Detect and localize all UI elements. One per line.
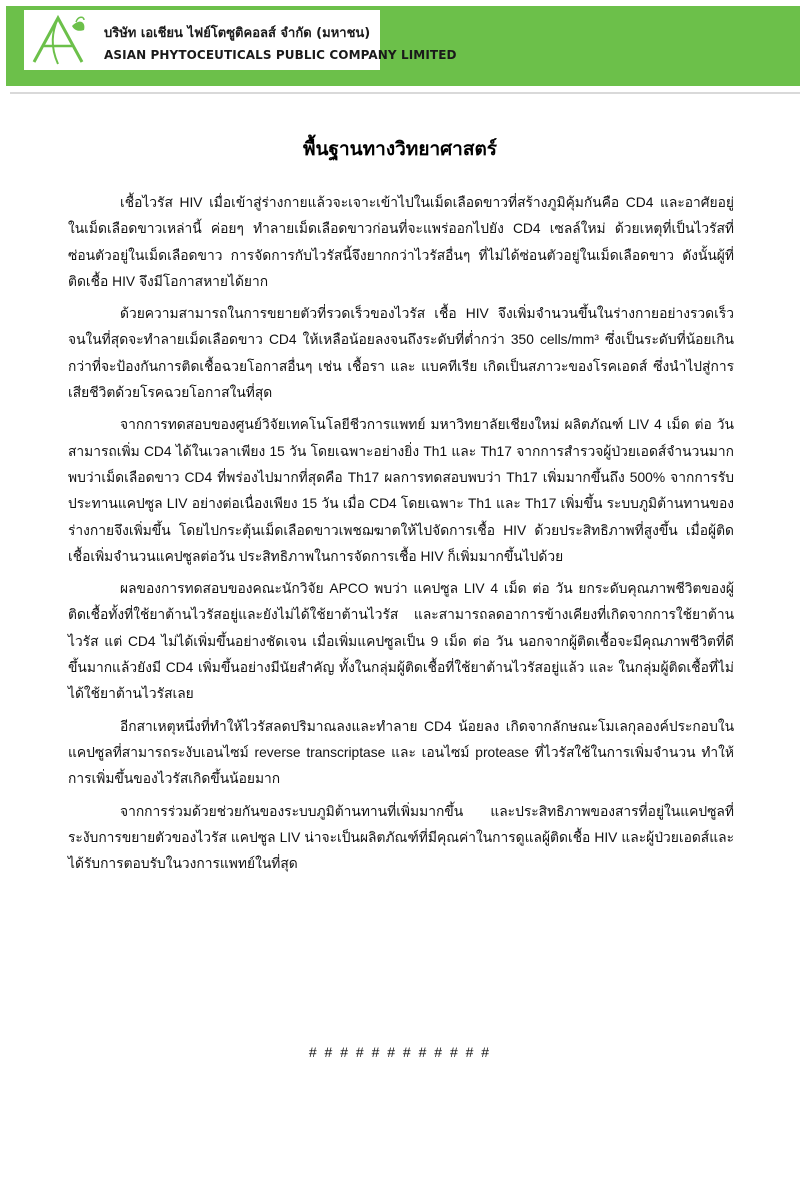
leaf-letter-a-logo-icon	[28, 12, 90, 70]
header-divider	[10, 92, 800, 94]
end-of-document-marker: # # # # # # # # # # # #	[308, 1044, 492, 1060]
document-body	[68, 190, 734, 883]
letterhead	[0, 0, 800, 86]
paragraph-3: จากการทดสอบของศูนย์วิจัยเทคโนโลยีชีวการแพทย์ มหาวิทยาลัยเชียงใหม่ ผลิตภัณฑ์ LIV 4 เม็ด ต่อ วัน สามารถเพิ่ม CD4 ได้ในเวลาเพียง 15 วัน โดยเฉพาะอย่างยิ่ง Th1 และ Th17 จากการสำรวจผู้ป่วยเอดส์จำนวนมากพบว่าเม็ดเลือดขาว CD4 ที่พร่องไปมากที่สุดคือ Th17 ผลการทดสอบพบว่า Th17 เพิ่มมากขึ้นถึง 500% จากการรับประทานแคปซูล LIV อย่างต่อเนื่องเพียง 15 วัน เมื่อ CD4 โดยเฉพาะ Th1 และ Th17 เพิ่มขึ้น ระบบภูมิต้านทานของร่างกายจึงเพิ่มขึ้น โดยไปกระตุ้นเม็ดเลือดขาวเพชฌฆาตให้ไปจัดการเชื้อ HIV ด้วยประสิทธิภาพที่สูงขึ้น เมื่อผู้ติดเชื้อเพิ่มจำนวนแคปซูลต่อวัน ประสิทธิภาพในการจัดการเชื้อ HIV ก็เพิ่มมากขึ้นไปด้วย	[68, 417, 734, 564]
paragraph-6: จากการร่วมด้วยช่วยกันของระบบภูมิต้านทานที่เพิ่มมากขึ้น และประสิทธิภาพของสารที่อยู่ในแคปซูลที่ระงับการขยายตัวของไวรัส แคปซูล LIV น่าจะเป็นผลิตภัณฑ์ที่มีคุณค่าในการดูแลผู้ติดเชื้อ HIV และผู้ป่วยเอดส์และได้รับการตอบรับในวงการแพทย์ในที่สุด	[68, 803, 734, 872]
paragraph-2: ด้วยความสามารถในการขยายตัวที่รวดเร็วของไวรัส เชื้อ HIV จึงเพิ่มจำนวนขึ้นในร่างกายอย่างรวดเร็วจนในที่สุดจะทำลายเม็ดเลือดขาว CD4 ให้เหลือน้อยลงจนถึงระดับที่ต่ำกว่า 350 cells/mm³ ซึ่งเป็นระดับที่น้อยเกินกว่าที่จะป้องกันการติดเชื้อฉวยโอกาสอื่นๆ เช่น เชื้อรา และ แบคทีเรีย เกิดเป็นสภาวะของโรคเอดส์ ซึ่งนำไปสู่การเสียชีวิตด้วยโรคฉวยโอกาสในที่สุด	[68, 306, 734, 401]
document-title: พื้นฐานทางวิทยาศาสตร์	[303, 138, 497, 160]
paragraph-5: อีกสาเหตุหนึ่งที่ทำให้ไวรัสลดปริมาณลงและทำลาย CD4 น้อยลง เกิดจากลักษณะโมเลกุลองค์ประกอบในแคปซูลที่สามารถระงับเอนไซม์ reverse transcriptase และ เอนไซม์ protease ที่ไวรัสใช้ในการเพิ่มจำนวน ทำให้การเพิ่มขึ้นของไวรัสเกิดขึ้นน้อยมาก	[68, 718, 734, 787]
paragraph-1: เชื้อไวรัส HIV เมื่อเข้าสู่ร่างกายแล้วจะเจาะเข้าไปในเม็ดเลือดขาวที่สร้างภูมิคุ้มกันคือ CD4 และอาศัยอยู่ในเม็ดเลือดขาวเหล่านี้ ค่อยๆ ทำลายเม็ดเลือดขาวก่อนที่จะแพร่ออกไปยัง CD4 เซลล์ใหม่ ด้วยเหตุที่เป็นไวรัสที่ซ่อนตัวอยู่ในเม็ดเลือดขาว การจัดการกับไวรัสนี้จึงยากกว่าไวรัสอื่นๆ ที่ไม่ได้ซ่อนตัวอยู่ในเม็ดเลือดขาว ดังนั้นผู้ที่ติดเชื้อ HIV จึงมีโอกาสหายได้ยาก	[68, 195, 734, 289]
company-name-thai: บริษัท เอเชียน ไฟย์โตซูติคอลส์ จำกัด (มหาชน)	[104, 26, 371, 41]
paragraph-4: ผลของการทดสอบของคณะนักวิจัย APCO พบว่า แคปซูล LIV 4 เม็ด ต่อ วัน ยกระดับคุณภาพชีวิตของผู้ติดเชื้อทั้งที่ใช้ยาต้านไวรัสอยู่และยังไม่ได้ใช้ยาต้านไวรัส และสามารถลดอาการข้างเคียงที่เกิดจากการใช้ยาต้านไวรัส แต่ CD4 ไม่ได้เพิ่มขึ้นอย่างชัดเจน เมื่อเพิ่มแคปซูลเป็น 9 เม็ด ต่อ วัน นอกจากผู้ติดเชื้อจะมีคุณภาพชีวิตที่ดีขึ้นมากแล้วยังมี CD4 เพิ่มขึ้นอย่างมีนัยสำคัญ ทั้งในกลุ่มผู้ติดเชื้อที่ใช้ยาต้านไวรัสอยู่แล้ว และ ในกลุ่มผู้ติดเชื้อที่ไม่ได้ใช้ยาต้านไวรัสเลย	[68, 581, 734, 702]
company-name-english: ASIAN PHYTOCEUTICALS PUBLIC COMPANY LIMITED	[104, 48, 457, 62]
